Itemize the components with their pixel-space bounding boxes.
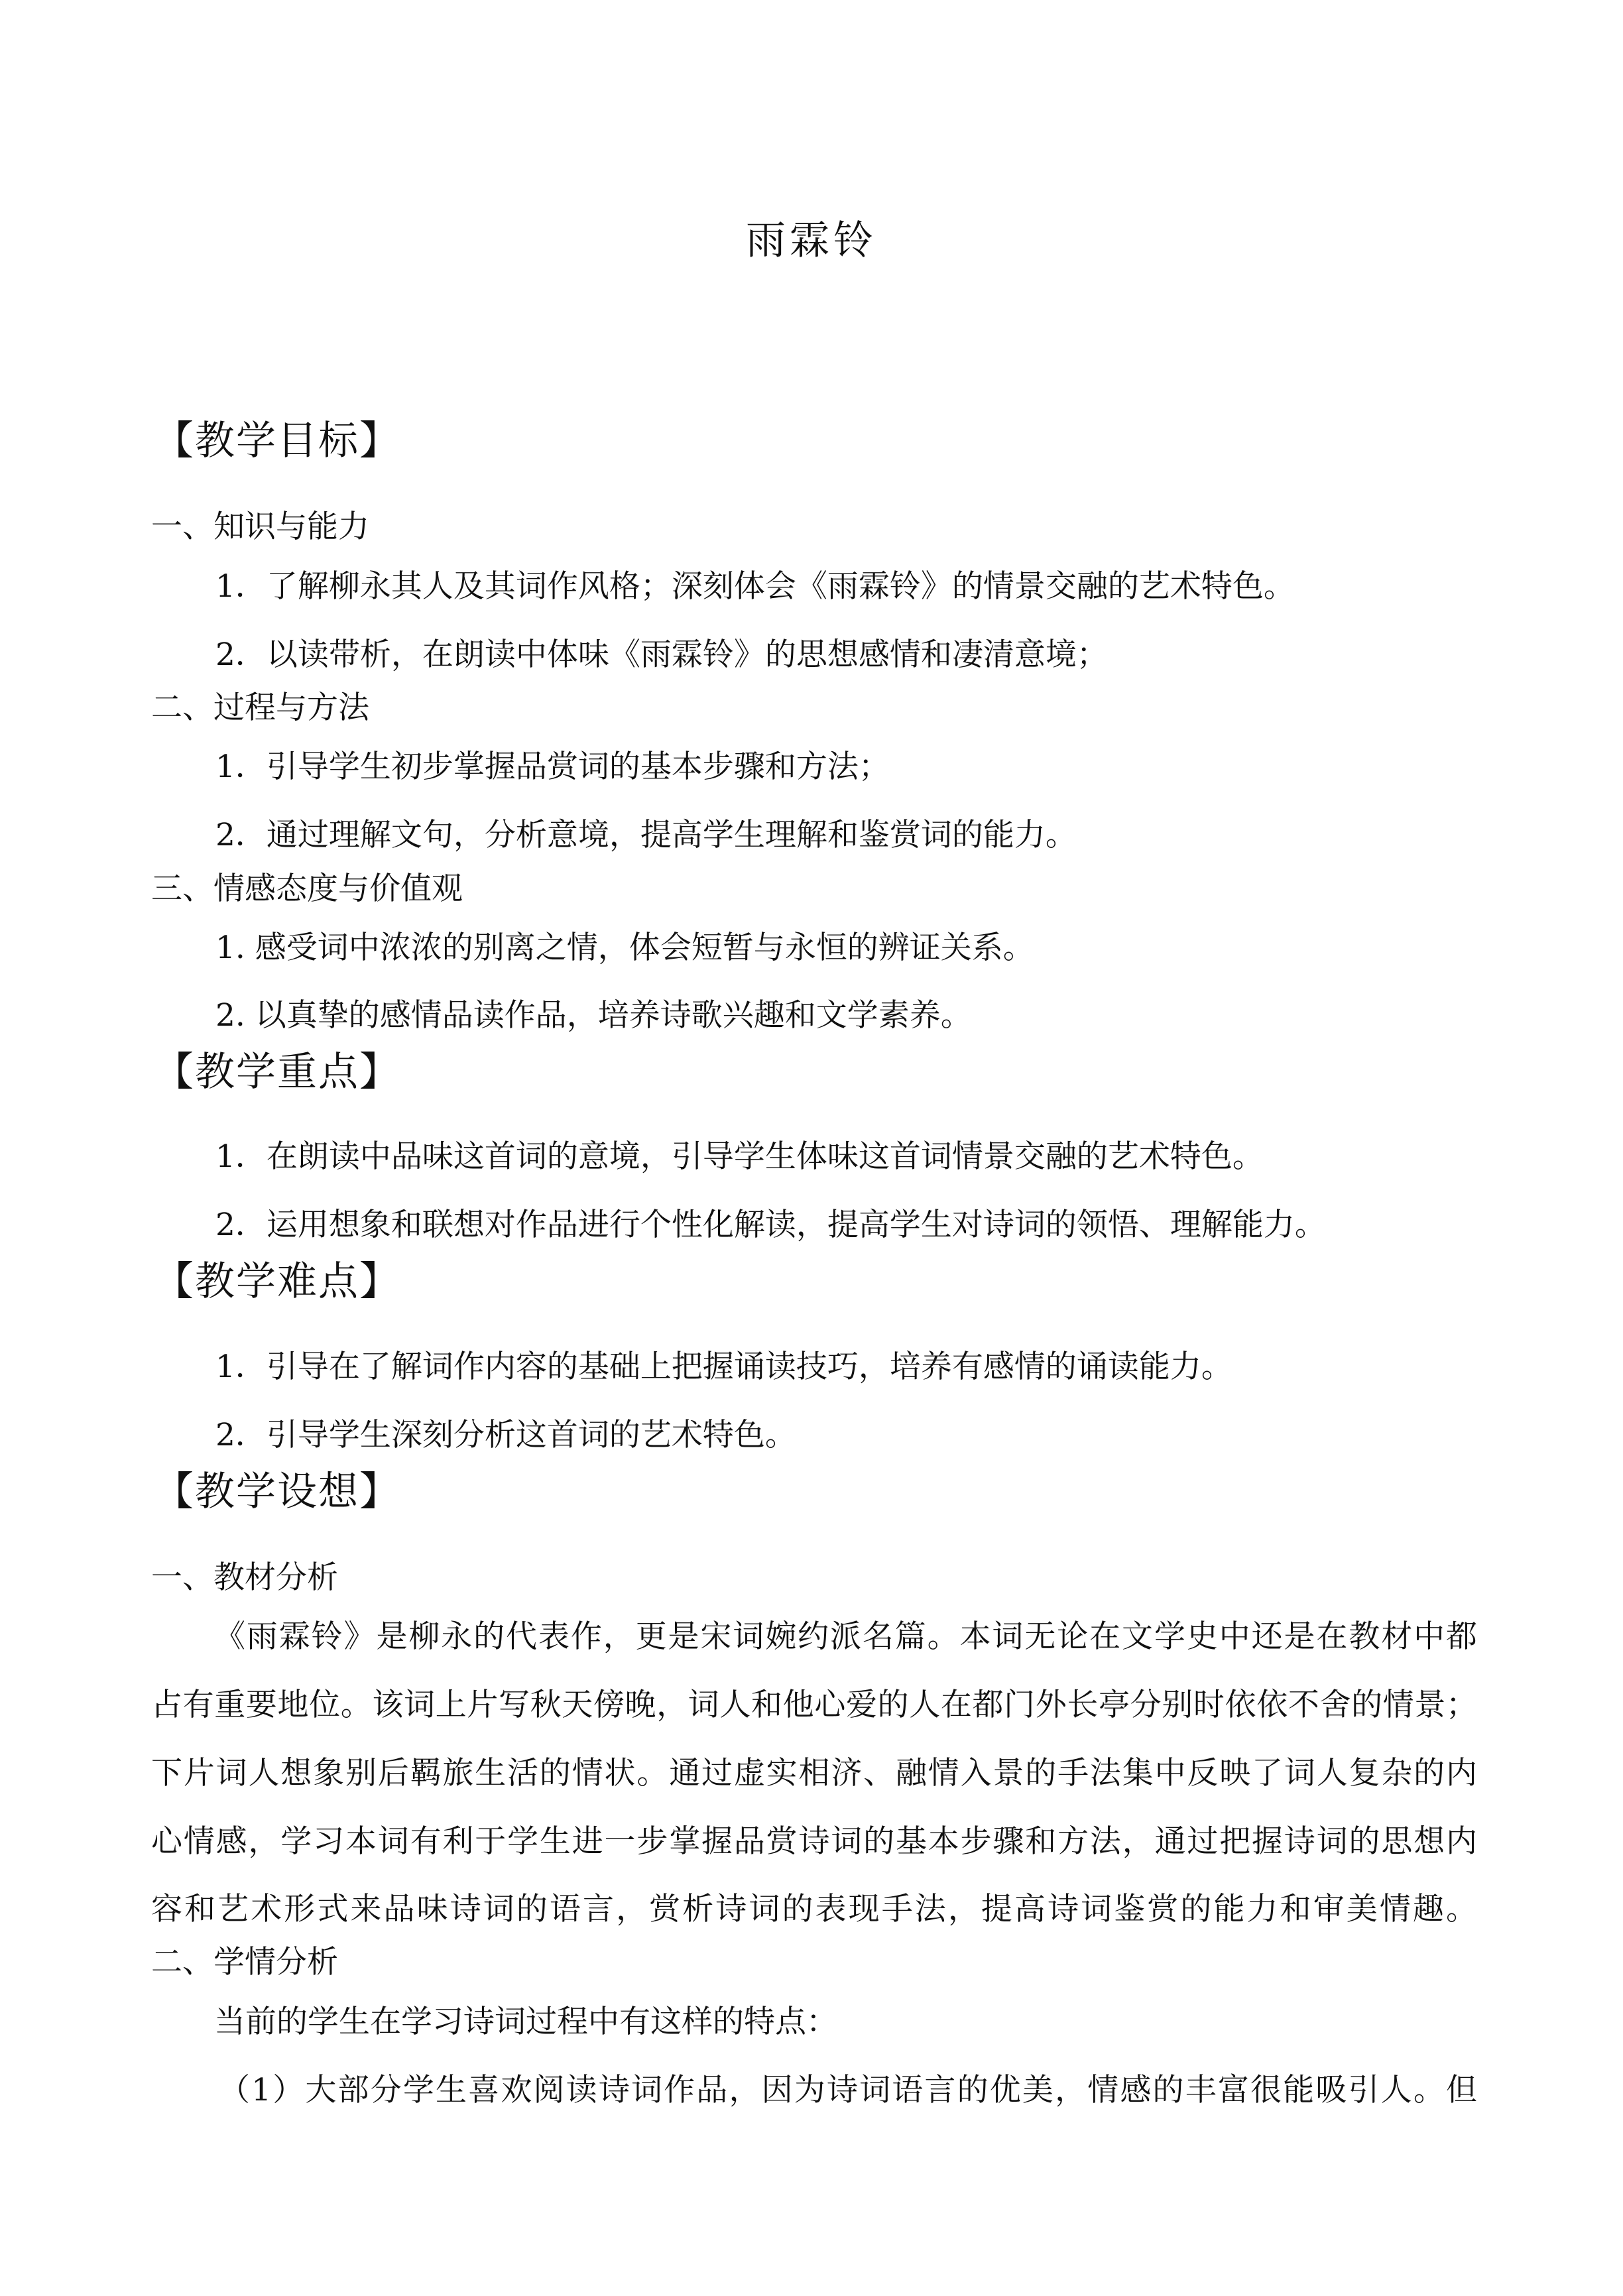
subheading-process: 二、过程与方法	[151, 690, 369, 726]
paragraph-line: 容和艺术形式来品味诗词的语言，赏析诗词的表现手法，提高诗词鉴赏的能力和审美情趣。	[151, 1891, 1477, 1927]
list-item: 2. 以真挚的感情品读作品，培养诗歌兴趣和文学素养。	[215, 997, 972, 1034]
subheading-students: 二、学情分析	[151, 1944, 338, 1980]
subheading-emotion: 三、情感态度与价值观	[151, 871, 463, 907]
paragraph-line: 下片词人想象别后羁旅生活的情状。通过虚实相济、融情入景的手法集中反映了词人复杂的内	[151, 1755, 1477, 1791]
list-item: 1．在朗读中品味这首词的意境，引导学生体味这首词情景交融的艺术特色。	[215, 1138, 1264, 1175]
list-item: 2．运用想象和联想对作品进行个性化解读，提高学生对诗词的领悟、理解能力。	[215, 1207, 1326, 1243]
heading-key-points: 【教学重点】	[154, 1049, 400, 1095]
subheading-material: 一、教材分析	[151, 1559, 338, 1596]
paragraph-line: （1）大部分学生喜欢阅读诗词作品，因为诗词语言的优美，情感的丰富很能吸引人。但	[219, 2072, 1477, 2108]
list-item: 2．通过理解文句，分析意境，提高学生理解和鉴赏词的能力。	[215, 817, 1077, 853]
heading-design: 【教学设想】	[154, 1469, 400, 1515]
paragraph-line: 占有重要地位。该词上片写秋天傍晚，词人和他心爱的人在都门外长亭分别时依依不舍的情景；	[151, 1687, 1477, 1723]
subheading-knowledge: 一、知识与能力	[151, 509, 369, 545]
list-item: 1．引导学生初步掌握品赏词的基本步骤和方法；	[215, 749, 890, 785]
list-item: 2．引导学生深刻分析这首词的艺术特色。	[215, 1417, 796, 1453]
heading-difficulties: 【教学难点】	[154, 1258, 400, 1305]
list-item: 1. 感受词中浓浓的别离之情，体会短暂与永恒的辨证关系。	[215, 930, 1034, 966]
paragraph-line: 当前的学生在学习诗词过程中有这样的特点：	[214, 2004, 837, 2040]
document-title: 雨霖铃	[746, 217, 877, 264]
list-item: 1．引导在了解词作内容的基础上把握诵读技巧，培养有感情的诵读能力。	[215, 1349, 1232, 1385]
list-item: 1．了解柳永其人及其词作风格；深刻体会《雨霖铃》的情景交融的艺术特色。	[215, 568, 1295, 605]
list-item: 2．以读带析，在朗读中体味《雨霖铃》的思想感情和凄清意境；	[215, 636, 1108, 673]
heading-objectives: 【教学目标】	[154, 418, 400, 464]
paragraph-line: 心情感，学习本词有利于学生进一步掌握品赏诗词的基本步骤和方法，通过把握诗词的思想内	[151, 1823, 1477, 1860]
paragraph-line: 《雨霖铃》是柳永的代表作，更是宋词婉约派名篇。本词无论在文学史中还是在教材中都	[214, 1618, 1477, 1655]
